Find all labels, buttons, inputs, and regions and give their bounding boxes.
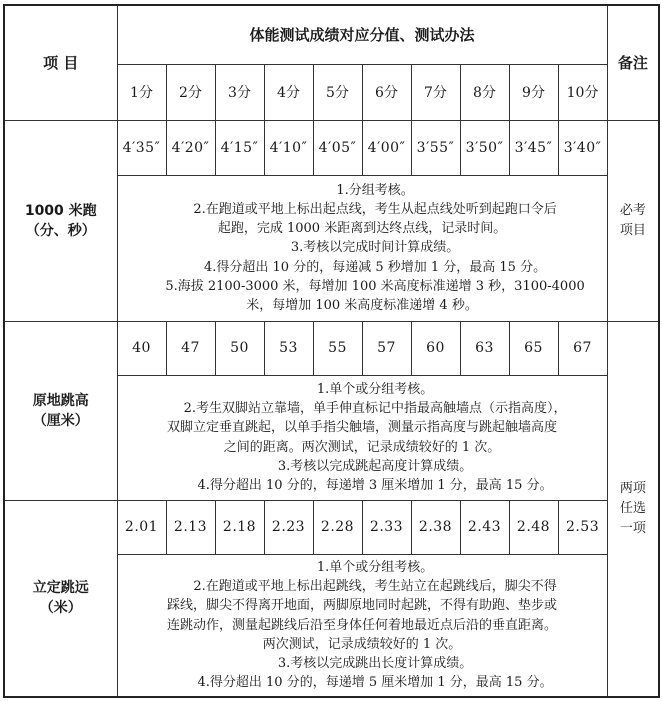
score-header: 8分 — [460, 64, 509, 120]
method-line: 3.考核以完成跳起高度计算成绩。 — [277, 458, 473, 474]
remark-line: 必考 — [619, 202, 646, 218]
remark-line: 两项 — [619, 480, 646, 496]
method-standing-long-jump — [117, 554, 607, 697]
score-header: 10分 — [558, 64, 607, 120]
row-long-jump-values — [4, 500, 659, 554]
method-line: 3.考核以完成跳出长度计算成绩。 — [277, 656, 473, 672]
score-header: 5分 — [313, 64, 362, 120]
method-line: 1.单个或分组考核。 — [316, 381, 434, 397]
item-standing-high-jump — [4, 321, 117, 500]
standard-value: 4′20″ — [166, 120, 215, 175]
standard-value: 40 — [117, 321, 166, 375]
score-header: 7分 — [411, 64, 460, 120]
standard-value: 47 — [166, 321, 215, 375]
method-line: 5.海拔 2100-3000 米，每增加 100 米高度标准递增 3 秒，3100-4000 — [165, 278, 585, 294]
standard-value: 60 — [411, 321, 460, 375]
standard-value: 3′50″ — [460, 120, 509, 175]
standard-value: 2.18 — [215, 500, 264, 554]
method-line: 1.分组考核。 — [336, 182, 414, 198]
header-remark-cell — [607, 5, 659, 120]
method-line: 连跳动作，测量起跳线后沿至身体任何着地最近点后沿的垂直距离。 — [167, 617, 558, 633]
header-remark-label: 备注 — [617, 54, 648, 73]
method-line: 4.得分超出 10 分的，每递增 5 厘米增加 1 分，最高 15 分。 — [197, 675, 553, 691]
standard-value: 63 — [460, 321, 509, 375]
standard-value: 2.28 — [313, 500, 362, 554]
method-line: 双脚立定垂直跳起，以单手指尖触墙，测量示指高度与跳起触墙高度 — [167, 420, 558, 436]
method-line: 2.在跑道或平地上标出起点线，考生从起点线处听到起跑口令后 — [193, 201, 557, 217]
item-unit: （米） — [39, 600, 82, 617]
header-row-title — [4, 5, 659, 64]
standard-value: 50 — [215, 321, 264, 375]
standard-value: 57 — [362, 321, 411, 375]
item-name: 1000 米跑 — [24, 202, 97, 219]
standard-value: 53 — [264, 321, 313, 375]
method-line: 2.考生双脚站立靠墙，单手伸直标记中指最高触墙点（示指高度）， — [183, 401, 567, 417]
standard-value: 2.43 — [460, 500, 509, 554]
standard-value: 2.53 — [558, 500, 607, 554]
header-title-cell — [117, 5, 607, 64]
standard-value: 55 — [313, 321, 362, 375]
standard-value: 65 — [509, 321, 558, 375]
remark-line: 项目 — [619, 222, 646, 238]
standard-value: 2.48 — [509, 500, 558, 554]
standard-value: 4′15″ — [215, 120, 264, 175]
score-header: 3分 — [215, 64, 264, 120]
standard-value: 2.38 — [411, 500, 460, 554]
header-item-label: 项 目 — [43, 54, 79, 73]
method-line: 米，每增加 100 米高度标准递增 4 秒。 — [246, 298, 478, 313]
item-name: 立定跳远 — [32, 580, 89, 597]
method-line: 踩线，脚尖不得离开地面，两脚原地同时起跳，不得有助跑、垫步或 — [167, 598, 558, 614]
method-line: 4.得分超出 10 分的，每递减 5 秒增加 1 分，最高 15 分。 — [203, 259, 547, 275]
remark-choose-one — [607, 321, 659, 697]
row-1000m-values — [4, 120, 659, 175]
standard-value: 67 — [558, 321, 607, 375]
standard-value: 2.01 — [117, 500, 166, 554]
remark-required — [607, 120, 659, 321]
method-line: 1.单个或分组考核。 — [316, 560, 434, 576]
item-1000m-run — [4, 120, 117, 321]
item-name: 原地跳高 — [32, 392, 89, 409]
standard-value: 4′10″ — [264, 120, 313, 175]
header-item-cell — [4, 5, 117, 120]
standard-value: 2.23 — [264, 500, 313, 554]
method-line: 4.得分超出 10 分的，每递增 3 厘米增加 1 分，最高 15 分。 — [197, 477, 553, 493]
standard-value: 4′00″ — [362, 120, 411, 175]
row-high-jump-values — [4, 321, 659, 375]
remark-line: 一项 — [619, 520, 646, 536]
method-1000m-run — [117, 175, 607, 321]
method-standing-high-jump — [117, 375, 607, 500]
standard-value: 2.13 — [166, 500, 215, 554]
standard-value: 4′35″ — [117, 120, 166, 175]
item-unit: （厘米） — [32, 412, 89, 429]
standard-value: 3′45″ — [509, 120, 558, 175]
method-line: 3.考核以完成时间计算成绩。 — [290, 240, 460, 256]
fitness-standards-table — [3, 4, 660, 698]
standard-value: 3′40″ — [558, 120, 607, 175]
remark-line: 任选 — [619, 500, 646, 516]
standard-value: 2.33 — [362, 500, 411, 554]
standard-value: 4′05″ — [313, 120, 362, 175]
standard-value: 3′55″ — [411, 120, 460, 175]
item-unit: （分、秒） — [25, 222, 96, 239]
method-line: 之间的距离。两次测试，记录成绩较好的 1 次。 — [223, 439, 501, 455]
method-line: 2.在跑道或平地上标出起跳线，考生站立在起跳线后，脚尖不得 — [193, 579, 557, 595]
score-header: 9分 — [509, 64, 558, 120]
score-header: 6分 — [362, 64, 411, 120]
item-standing-long-jump — [4, 500, 117, 697]
method-line: 两次测试，记录成绩较好的 1 次。 — [262, 636, 462, 652]
score-header: 2分 — [166, 64, 215, 120]
score-header: 4分 — [264, 64, 313, 120]
method-line: 起跑，完成 1000 米距离到达终点线，记录时间。 — [217, 221, 507, 237]
header-title: 体能测试成绩对应分值、测试办法 — [249, 26, 475, 45]
score-header: 1分 — [117, 64, 166, 120]
